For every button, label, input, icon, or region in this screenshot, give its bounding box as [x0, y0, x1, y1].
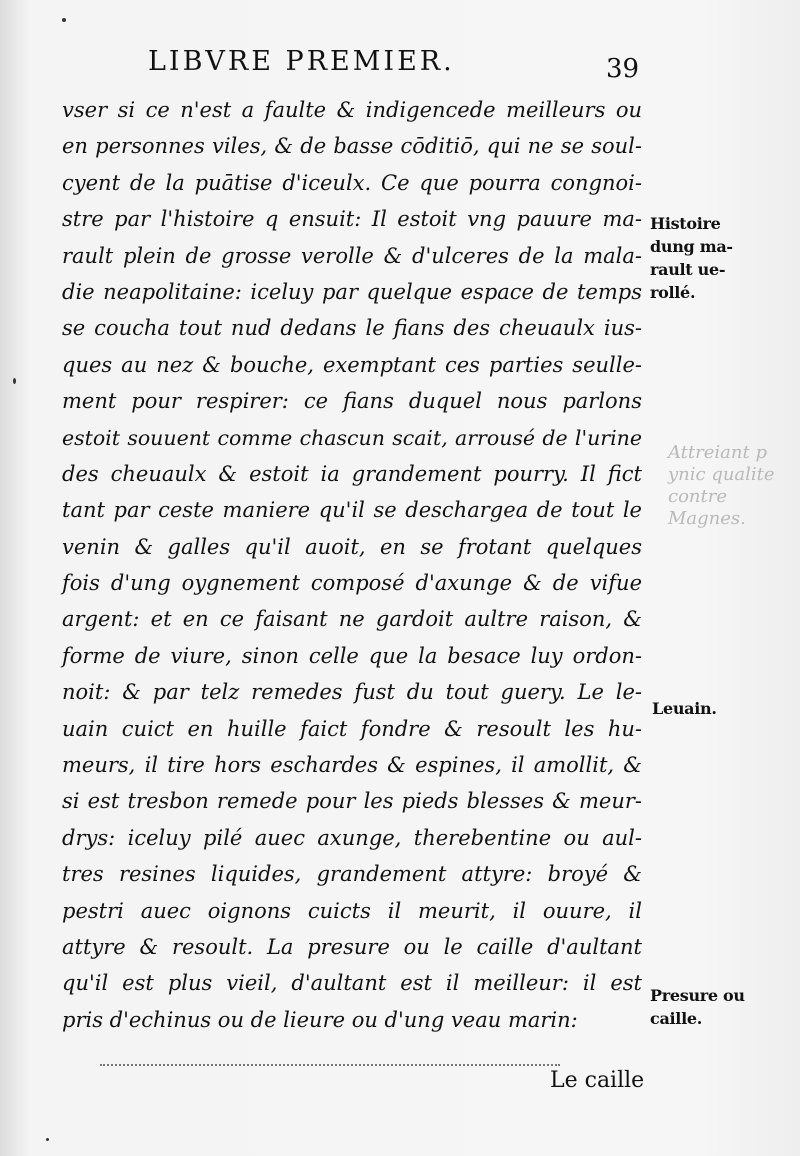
ink-speck — [62, 18, 66, 22]
text-line: forme de viure, sinon celle que la besace luy ordon- — [62, 643, 642, 668]
sidenote-line: rault ue- — [650, 260, 726, 279]
text-line: venin & galles qu'il auoit, en se frotant quelques — [62, 534, 642, 559]
text-line: tant par ceste maniere qu'il se deschargea de tout le — [62, 498, 642, 523]
text-line: pris d'echinus ou de lieure ou d'ung veau marin: — [62, 1007, 578, 1032]
text-line: cyent de la puātise d'iceulx. Ce que pourra congnoi- — [62, 170, 642, 195]
text-line: en personnes viles, & de basse cōditiō, qui ne se soul- — [62, 134, 642, 159]
text-line: fois d'ung oygnement composé d'axunge & de vifue — [62, 571, 642, 596]
text-line: ment pour respirer: ce fians duquel nous parlons — [62, 389, 642, 414]
text-line: uain cuict en huille faict fondre & resoult les hu- — [62, 716, 642, 741]
show-through-line: Attreiant p — [668, 442, 767, 463]
show-through-line: ynic qualite — [668, 464, 775, 485]
sidenote-line: Histoire — [650, 214, 721, 233]
text-line: se coucha tout nud dedans le fians des cheuaulx ius- — [62, 316, 642, 341]
page-number: 39 — [606, 54, 640, 84]
show-through-line: Magnes. — [668, 508, 746, 529]
dotted-rule — [100, 1064, 560, 1066]
text-line: meurs, il tire hors eschardes & espines, il amollit, & — [62, 753, 642, 778]
page-header — [0, 46, 800, 86]
text-line: estoit souuent comme chascun scait, arrousé de l'urine — [62, 425, 642, 450]
sidenote-line: Leuain. — [652, 699, 717, 718]
text-line: argent: et en ce faisant ne gardoit aultre raison, & — [62, 607, 642, 632]
show-through-line: contre — [668, 486, 728, 507]
catchword: Le caille — [550, 1068, 645, 1093]
ink-speck — [13, 378, 16, 384]
sidenote-line: Presure ou — [650, 986, 745, 1005]
running-title: LIBVRE PREMIER. — [148, 46, 455, 77]
sidenote-line: caille. — [650, 1009, 702, 1028]
text-line: attyre & resoult. La presure ou le caille d'aultant — [62, 934, 642, 959]
sidenote-leuain — [652, 697, 717, 720]
sidenote-line: rollé. — [650, 283, 696, 302]
text-line: ques au nez & bouche, exemptant ces parties seulle- — [62, 352, 642, 377]
text-line: vser si ce n'est a faulte & indigencede meilleurs ou — [62, 98, 642, 122]
text-line: die neapolitaine: iceluy par quelque espace de temps — [62, 279, 642, 304]
text-line: des cheuaulx & estoit ia grandement pourry. Il fict — [62, 461, 642, 486]
text-line: noit: & par telz remedes fust du tout guery. Le le- — [62, 680, 642, 705]
ink-speck — [46, 1138, 49, 1141]
text-line: stre par l'histoire q ensuit: Il estoit vng pauure ma- — [62, 207, 642, 232]
sidenote-presure — [650, 984, 745, 1030]
sidenote-line: dung ma- — [650, 237, 733, 256]
text-line: pestri auec oignons cuicts il meurit, il ouure, il — [62, 898, 642, 923]
text-line: rault plein de grosse verolle & d'ulceres de la mala- — [62, 243, 642, 268]
show-through-text — [668, 442, 775, 530]
text-line: tres resines liquides, grandement attyre: broyé & — [62, 862, 642, 887]
text-line: qu'il est plus vieil, d'aultant est il meilleur: il est — [62, 971, 642, 996]
text-line: si est tresbon remede pour les pieds blesses & meur- — [62, 789, 642, 814]
body-text — [62, 92, 642, 1038]
sidenote-histoire — [650, 212, 733, 304]
text-line: drys: iceluy pilé auec axunge, therebentine ou aul- — [62, 825, 642, 850]
